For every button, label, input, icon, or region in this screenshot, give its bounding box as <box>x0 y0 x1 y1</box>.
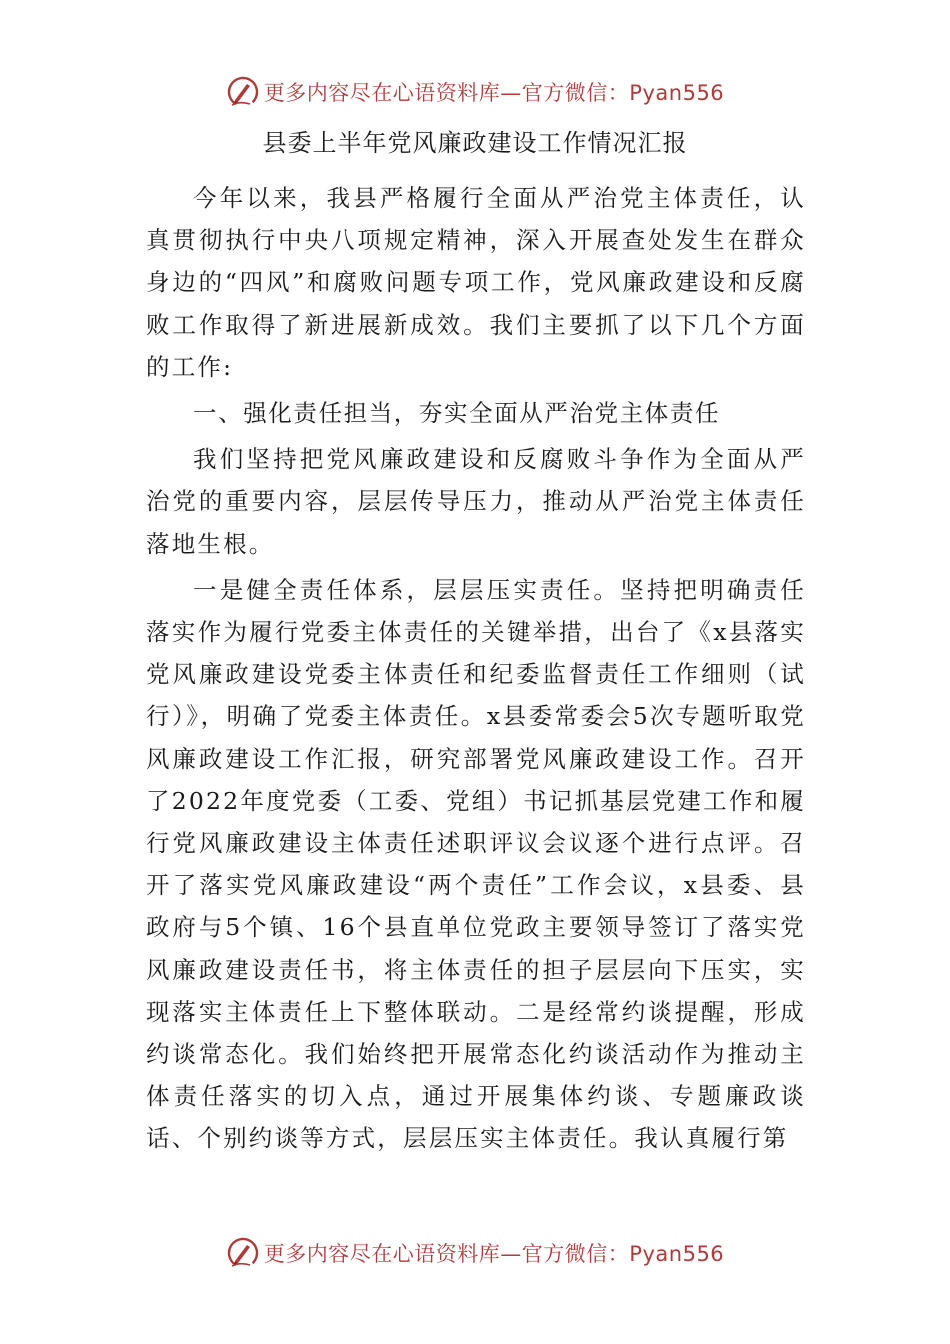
paragraph-intro: 今年以来，我县严格履行全面从严治党主体责任，认真贯彻执行中央八项规定精神，深入开展查处发生在群众身边的“四风”和腐败问题专项工作，党风廉政建设和反腐败工作取得了新进展新成效。我们主要抓了以下几个方面的工作: <box>146 184 806 381</box>
watermark-banner-top <box>0 70 950 114</box>
document-title: 县委上半年党风廉政建设工作情况汇报 <box>262 129 688 157</box>
paragraph-section-1-details: 一是健全责任体系，层层压实责任。坚持把明确责任落实作为履行党委主体责任的关键举措，出台了《x县落实党风廉政建设党委主体责任和纪委监督责任工作细则（试行）》，明确了党委主体责任。x县委常委会5次专题听取党风廉政建设工作汇报，研究部署党风廉政建设工作。召开了2022年度党委（工委、党组）书记抓基层党建工作和履行党风廉政建设主体责任述职评议会议逐个进行点评。召开了落实党风廉政建设“两个责任”工作会议，x县委、县政府与5个镇、16个县直单位党政主要领导签订了落实党风廉政建设责任书，将主体责任的担子层层向下压实，实现落实主体责任上下整体联动。二是经常约谈提醒，形成约谈常态化。我们始终把开展常态化约谈活动作为推动主体责任落实的切入点，通过开展集体约谈、专题廉政谈话、个别约谈等方式，层层压实主体责任。我认真履行第 <box>146 575 806 1153</box>
document-body <box>146 177 806 1164</box>
watermark-text: 更多内容尽在心语资料库—官方微信：Pyan556 <box>263 81 725 105</box>
watermark-banner-bottom <box>0 1231 950 1275</box>
section-heading-1: 一、强化责任担当，夯实全面从严治党主体责任 <box>193 399 721 428</box>
paragraph-section-1-summary: 我们坚持把党风廉政建设和反腐败斗争作为全面从严治党的重要内容，层层传导压力，推动从严治党主体责任落地生根。 <box>146 445 806 558</box>
pen-seal-icon <box>226 75 260 109</box>
pen-seal-icon <box>226 1236 260 1270</box>
watermark-text: 更多内容尽在心语资料库—官方微信：Pyan556 <box>263 1242 725 1266</box>
